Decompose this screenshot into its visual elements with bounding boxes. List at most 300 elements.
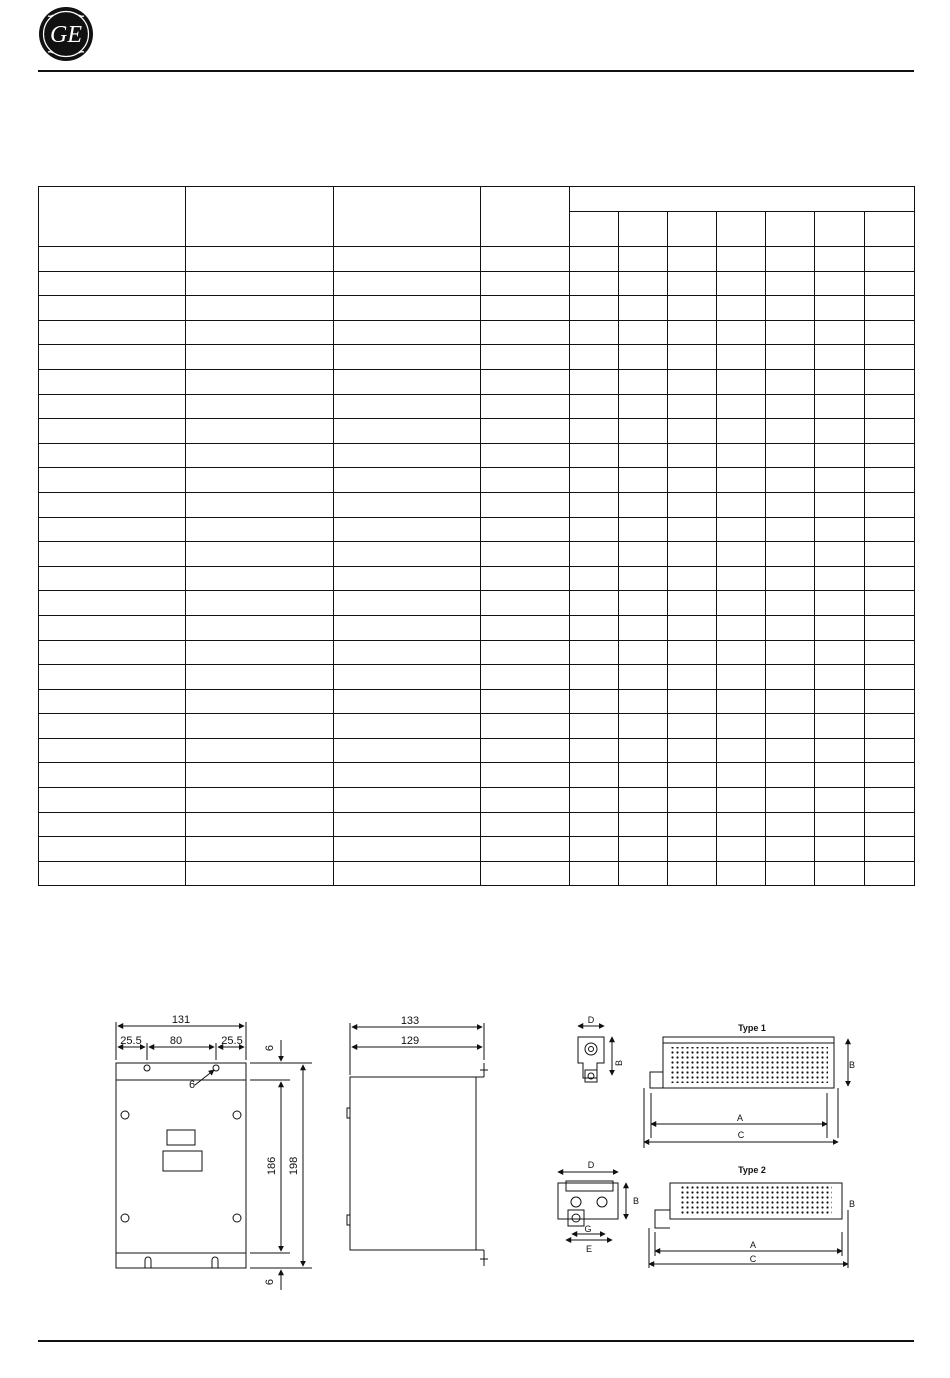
type2-dim-g: G [584, 1224, 592, 1234]
table-cell [865, 247, 915, 272]
dim-top-margin: 6 [264, 1044, 276, 1052]
dim-inner-height: 186 [266, 1156, 278, 1176]
table-cell [815, 271, 865, 296]
table-cell [766, 837, 815, 862]
table-cell [717, 247, 766, 272]
table-cell [717, 320, 766, 345]
table-cell [481, 861, 570, 886]
type2-title: Type 2 [738, 1165, 766, 1175]
table-cell [481, 419, 570, 444]
dim-total-height: 198 [288, 1156, 300, 1176]
table-cell [717, 492, 766, 517]
type1-dim-b-end: B [614, 1059, 624, 1067]
table-cell [815, 468, 865, 493]
table-cell [39, 714, 186, 739]
table-cell [334, 492, 481, 517]
table-row [39, 566, 915, 591]
table-cell [865, 566, 915, 591]
table-cell [481, 394, 570, 419]
table-cell [39, 296, 186, 321]
table-cell [570, 566, 619, 591]
ge-logo [38, 6, 94, 62]
table-cell [717, 738, 766, 763]
table-cell [668, 443, 717, 468]
type2-dim-a: A [749, 1240, 757, 1250]
dim-depth-inner: 129 [400, 1035, 420, 1047]
table-cell [186, 640, 334, 665]
table-cell [865, 714, 915, 739]
table-row [39, 640, 915, 665]
table-cell [815, 861, 865, 886]
table-cell [39, 542, 186, 567]
table-cell [334, 468, 481, 493]
header-group-cell [570, 187, 915, 212]
type2-drawing [558, 1172, 848, 1268]
table-cell [815, 591, 865, 616]
table-cell [334, 689, 481, 714]
type2-dim-e: E [585, 1244, 593, 1254]
table-cell [186, 296, 334, 321]
table-cell [865, 468, 915, 493]
table-cell [481, 738, 570, 763]
table-cell [815, 788, 865, 813]
table-cell [815, 566, 865, 591]
dim-hole-diameter: 6 [188, 1079, 196, 1091]
table-cell [619, 271, 668, 296]
table-cell [717, 517, 766, 542]
table-row [39, 689, 915, 714]
table-cell [815, 369, 865, 394]
subheader-cell [865, 212, 915, 247]
table-cell [334, 345, 481, 370]
table-cell [865, 443, 915, 468]
table-row [39, 517, 915, 542]
table-cell [815, 763, 865, 788]
table-cell [766, 271, 815, 296]
table-cell [668, 394, 717, 419]
table-cell [717, 665, 766, 690]
table-cell [481, 566, 570, 591]
table-cell [39, 812, 186, 837]
table-cell [766, 591, 815, 616]
table-cell [619, 419, 668, 444]
table-cell [668, 296, 717, 321]
table-cell [570, 419, 619, 444]
table-cell [570, 394, 619, 419]
table-cell [186, 394, 334, 419]
header-cell [186, 187, 334, 247]
table-row [39, 738, 915, 763]
table-cell [717, 542, 766, 567]
table-cell [570, 468, 619, 493]
table-cell [39, 247, 186, 272]
table-cell [481, 542, 570, 567]
header-cell [39, 187, 186, 247]
table-cell [668, 468, 717, 493]
type2-dim-b: B [848, 1199, 856, 1209]
table-cell [481, 468, 570, 493]
table-cell [186, 812, 334, 837]
table-cell [619, 763, 668, 788]
table-row [39, 271, 915, 296]
dim-total-width: 131 [171, 1014, 191, 1026]
table-cell [865, 517, 915, 542]
type2-dim-b-end: B [632, 1196, 640, 1206]
table-cell [668, 369, 717, 394]
table-cell [717, 345, 766, 370]
table-cell [481, 443, 570, 468]
table-row [39, 345, 915, 370]
table-cell [39, 419, 186, 444]
table-cell [865, 542, 915, 567]
table-cell [334, 665, 481, 690]
table-cell [865, 812, 915, 837]
table-cell [481, 296, 570, 321]
table-cell [717, 788, 766, 813]
table-cell [668, 861, 717, 886]
table-cell [570, 738, 619, 763]
table-cell [39, 468, 186, 493]
table-cell [815, 615, 865, 640]
table-cell [619, 468, 668, 493]
table-cell [334, 369, 481, 394]
dimension-drawings [0, 1000, 950, 1300]
table-cell [619, 320, 668, 345]
table-cell [815, 689, 865, 714]
table-cell [186, 665, 334, 690]
type2-dim-d: D [587, 1160, 595, 1170]
table-cell [334, 837, 481, 862]
table-cell [717, 689, 766, 714]
table-cell [334, 738, 481, 763]
table-cell [668, 566, 717, 591]
header-cell [481, 187, 570, 247]
table-row [39, 443, 915, 468]
table-cell [570, 591, 619, 616]
table-cell [619, 566, 668, 591]
table-cell [570, 271, 619, 296]
table-cell [717, 591, 766, 616]
dim-hole-spacing: 80 [169, 1035, 183, 1047]
table-cell [619, 689, 668, 714]
table-cell [334, 763, 481, 788]
table-cell [186, 714, 334, 739]
table-cell [815, 247, 865, 272]
header-rule [38, 70, 914, 72]
table-cell [766, 443, 815, 468]
table-cell [717, 369, 766, 394]
table-cell [570, 492, 619, 517]
table-cell [668, 320, 717, 345]
table-cell [570, 837, 619, 862]
side-view-drawing [347, 1023, 488, 1266]
subheader-cell [815, 212, 865, 247]
table-cell [815, 517, 865, 542]
table-cell [334, 714, 481, 739]
table-cell [717, 296, 766, 321]
table-cell [766, 247, 815, 272]
dim-right-offset: 25.5 [221, 1035, 243, 1047]
table-cell [186, 369, 334, 394]
table-cell [39, 615, 186, 640]
table-cell [619, 812, 668, 837]
subheader-cell [570, 212, 619, 247]
table-cell [865, 394, 915, 419]
table-cell [334, 247, 481, 272]
table-cell [481, 837, 570, 862]
table-cell [334, 788, 481, 813]
table-cell [481, 345, 570, 370]
table-cell [865, 615, 915, 640]
table-cell [619, 345, 668, 370]
table-cell [815, 345, 865, 370]
table-cell [39, 566, 186, 591]
table-cell [186, 320, 334, 345]
type1-drawing [578, 1026, 848, 1148]
table-cell [481, 517, 570, 542]
table-cell [186, 468, 334, 493]
table-cell [481, 763, 570, 788]
table-cell [186, 788, 334, 813]
table-cell [865, 738, 915, 763]
table-row [39, 837, 915, 862]
table-cell [570, 345, 619, 370]
table-cell [186, 738, 334, 763]
table-cell [815, 320, 865, 345]
table-cell [717, 837, 766, 862]
table-cell [39, 517, 186, 542]
table-cell [766, 468, 815, 493]
table-cell [186, 247, 334, 272]
table-cell [865, 763, 915, 788]
table-cell [186, 517, 334, 542]
table-row [39, 542, 915, 567]
table-cell [570, 861, 619, 886]
table-cell [619, 443, 668, 468]
table-cell [570, 763, 619, 788]
specification-table [38, 186, 915, 886]
table-cell [570, 640, 619, 665]
table-cell [766, 419, 815, 444]
table-cell [815, 640, 865, 665]
table-cell [717, 714, 766, 739]
logo-monogram: GE [50, 22, 82, 48]
table-cell [668, 271, 717, 296]
table-cell [668, 665, 717, 690]
table-cell [39, 345, 186, 370]
table-cell [481, 271, 570, 296]
table-cell [717, 861, 766, 886]
table-cell [619, 640, 668, 665]
table-cell [717, 419, 766, 444]
table-cell [619, 492, 668, 517]
table-cell [481, 689, 570, 714]
table-cell [334, 591, 481, 616]
subheader-cell [619, 212, 668, 247]
type1-dim-a: A [736, 1113, 744, 1123]
footer-rule [38, 1340, 914, 1342]
table-cell [717, 271, 766, 296]
table-cell [334, 640, 481, 665]
table-row [39, 247, 915, 272]
table-cell [766, 345, 815, 370]
table-cell [186, 689, 334, 714]
table-cell [766, 615, 815, 640]
table-cell [668, 492, 717, 517]
table-cell [570, 296, 619, 321]
table-cell [815, 394, 865, 419]
table-cell [619, 861, 668, 886]
table-cell [186, 566, 334, 591]
table-cell [186, 271, 334, 296]
table-row [39, 492, 915, 517]
table-cell [39, 443, 186, 468]
table-cell [815, 714, 865, 739]
type1-dim-d: D [587, 1015, 595, 1025]
table-cell [39, 271, 186, 296]
table-cell [619, 517, 668, 542]
table-cell [668, 419, 717, 444]
table-cell [570, 788, 619, 813]
table-cell [186, 837, 334, 862]
table-cell [865, 296, 915, 321]
table-cell [668, 837, 717, 862]
table-cell [668, 640, 717, 665]
table-cell [619, 665, 668, 690]
table-cell [668, 591, 717, 616]
table-cell [668, 714, 717, 739]
table-cell [39, 492, 186, 517]
table-cell [39, 788, 186, 813]
table-row [39, 665, 915, 690]
table-cell [570, 542, 619, 567]
table-row [39, 419, 915, 444]
table-cell [334, 812, 481, 837]
table-cell [766, 714, 815, 739]
table-cell [815, 738, 865, 763]
table-cell [481, 591, 570, 616]
table-cell [186, 542, 334, 567]
table-cell [570, 443, 619, 468]
table-cell [766, 542, 815, 567]
table-row [39, 296, 915, 321]
table-cell [766, 394, 815, 419]
header-cell [334, 187, 481, 247]
table-cell [570, 369, 619, 394]
table-cell [186, 443, 334, 468]
subheader-cell [766, 212, 815, 247]
table-cell [619, 837, 668, 862]
table-cell [815, 419, 865, 444]
table-cell [815, 812, 865, 837]
table-cell [865, 591, 915, 616]
table-cell [668, 345, 717, 370]
table-cell [186, 492, 334, 517]
table-cell [39, 320, 186, 345]
table-cell [39, 591, 186, 616]
table-cell [668, 615, 717, 640]
table-cell [39, 861, 186, 886]
table-cell [481, 665, 570, 690]
table-cell [619, 369, 668, 394]
table-cell [717, 615, 766, 640]
table-cell [815, 665, 865, 690]
front-view-drawing [116, 1022, 312, 1290]
table-cell [766, 640, 815, 665]
table-cell [815, 296, 865, 321]
table-cell [619, 394, 668, 419]
table-cell [570, 517, 619, 542]
dim-depth-outer: 133 [400, 1015, 420, 1027]
table-row [39, 591, 915, 616]
table-cell [766, 788, 815, 813]
table-cell [865, 788, 915, 813]
table-cell [39, 689, 186, 714]
table-cell [619, 296, 668, 321]
table-cell [39, 665, 186, 690]
table-cell [334, 861, 481, 886]
table-cell [766, 665, 815, 690]
table-row [39, 369, 915, 394]
table-cell [186, 763, 334, 788]
table-cell [481, 615, 570, 640]
table-cell [186, 591, 334, 616]
table-row [39, 320, 915, 345]
table-row [39, 468, 915, 493]
table-cell [39, 394, 186, 419]
table-cell [717, 566, 766, 591]
table-cell [334, 615, 481, 640]
table-cell [39, 837, 186, 862]
table-cell [865, 689, 915, 714]
table-row [39, 812, 915, 837]
table-cell [186, 861, 334, 886]
table-cell [766, 738, 815, 763]
table-cell [668, 763, 717, 788]
table-cell [865, 369, 915, 394]
table-cell [865, 837, 915, 862]
table-cell [668, 812, 717, 837]
table-cell [186, 615, 334, 640]
subheader-cell [717, 212, 766, 247]
table-header-row [39, 187, 915, 212]
table-cell [766, 566, 815, 591]
table-cell [815, 837, 865, 862]
table-cell [717, 763, 766, 788]
table-cell [39, 640, 186, 665]
table-cell [815, 443, 865, 468]
type1-title: Type 1 [738, 1023, 766, 1033]
table-cell [717, 468, 766, 493]
table-cell [334, 320, 481, 345]
table-cell [668, 689, 717, 714]
table-cell [334, 566, 481, 591]
table-cell [668, 542, 717, 567]
table-cell [570, 320, 619, 345]
table-cell [481, 640, 570, 665]
table-cell [39, 738, 186, 763]
table-cell [334, 542, 481, 567]
table-row [39, 763, 915, 788]
table-cell [865, 271, 915, 296]
table-cell [481, 812, 570, 837]
table-cell [570, 689, 619, 714]
dim-left-offset: 25.5 [120, 1035, 142, 1047]
table-cell [668, 738, 717, 763]
table-cell [668, 247, 717, 272]
table-cell [481, 714, 570, 739]
table-cell [865, 665, 915, 690]
